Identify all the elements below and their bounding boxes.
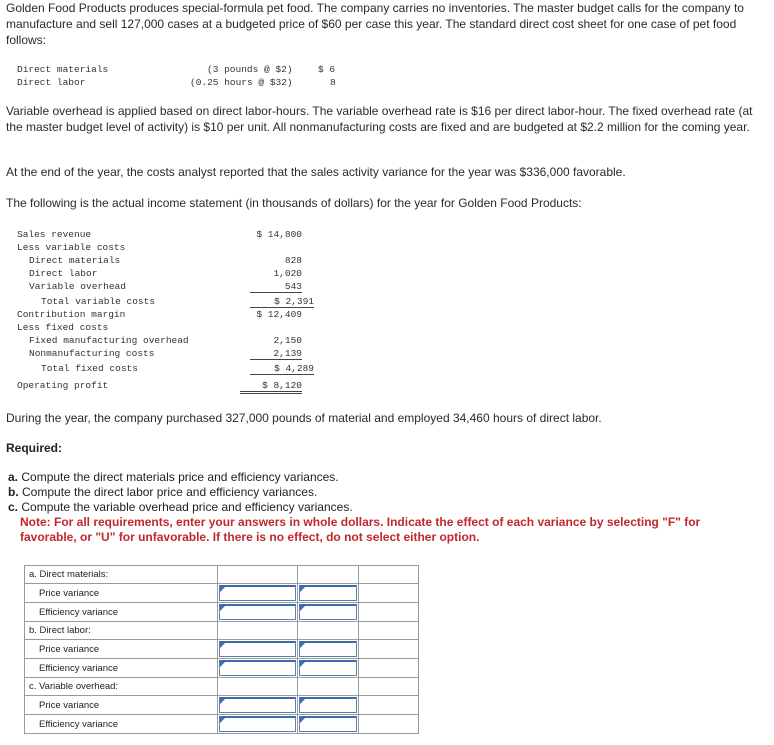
empty-cell	[359, 696, 419, 715]
dl-price-variance-cell	[218, 640, 298, 659]
vo-efficiency-variance-fu-cell	[298, 715, 359, 734]
fmo-label: Fixed manufacturing overhead	[29, 335, 189, 346]
fmo-value: 2,150	[273, 335, 302, 346]
dl-price-variance-input[interactable]	[219, 641, 296, 657]
empty-cell	[218, 622, 298, 640]
variable-overhead-header: c. Variable overhead:	[25, 678, 218, 696]
op-label: Operating profit	[17, 380, 109, 391]
dl-efficiency-variance-fu-cell	[298, 659, 359, 678]
overhead-paragraph: Variable overhead is applied based on direct labor-hours. The variable overhead rate is $16 per direct labor-hour. The fixed overhead rate (at the master budget level of activity) is $10 per unit. All nonmanufacturing costs are fixed and are budgeted at $2.2 million for the coming year.	[6, 104, 753, 134]
purchase-paragraph: During the year, the company purchased 327,000 pounds of material and employed 34,460 hours of direct labor.	[6, 411, 602, 425]
vo-efficiency-variance-fu-select[interactable]	[299, 716, 357, 732]
empty-cell	[218, 566, 298, 584]
dm-price-variance-cell	[218, 584, 298, 603]
table-row	[25, 715, 419, 734]
answer-table	[24, 565, 419, 734]
dm-efficiency-variance-fu-select[interactable]	[299, 604, 357, 620]
dl-efficiency-variance-label: Efficiency variance	[25, 659, 218, 678]
std-dm-label: Direct materials	[17, 64, 109, 75]
less-variable-label: Less variable costs	[17, 242, 126, 253]
empty-cell	[359, 566, 419, 584]
cm-value: $ 12,409	[256, 309, 302, 320]
empty-cell	[359, 622, 419, 640]
question-c	[8, 500, 353, 515]
dm-value: 828	[284, 255, 302, 266]
dm-efficiency-variance-cell	[218, 603, 298, 622]
dl-price-variance-fu-select[interactable]	[299, 641, 357, 657]
vo-value: 543	[250, 281, 302, 293]
vo-label: Variable overhead	[29, 281, 126, 292]
question-c-text: Compute the variable overhead price and efficiency variances.	[21, 500, 353, 514]
nmc-value: 2,139	[250, 348, 302, 360]
dl-efficiency-variance-input[interactable]	[219, 660, 296, 676]
dm-efficiency-variance-input[interactable]	[219, 604, 296, 620]
vo-price-variance-cell	[218, 696, 298, 715]
question-a-text: Compute the direct materials price and efficiency variances.	[21, 470, 339, 484]
income-intro: The following is the actual income statement (in thousands of dollars) for the year for Golden Food Products:	[6, 196, 582, 210]
dl-efficiency-variance-fu-select[interactable]	[299, 660, 357, 676]
instruction-note: Note: For all requirements, enter your answers in whole dollars. Indicate the effect of each variance by selecting "F" for favorable, or "U" for unfavorable. If there is no effect, do not select either option.	[20, 515, 701, 544]
dm-efficiency-variance-label: Efficiency variance	[25, 603, 218, 622]
empty-cell	[359, 678, 419, 696]
empty-cell	[359, 640, 419, 659]
std-dm-detail: (3 pounds @ $2)	[207, 64, 293, 75]
op-value: $ 8,120	[240, 380, 302, 394]
empty-cell	[298, 566, 359, 584]
vo-efficiency-variance-label: Efficiency variance	[25, 715, 218, 734]
intro-paragraph: Golden Food Products produces special-formula pet food. The company carries no inventories. The master budget calls for the company to manufacture and sell 127,000 cases at a budgeted price of $60 per case this year. The standard direct cost sheet for one case of pet food follows:	[6, 1, 744, 47]
dl-efficiency-variance-cell	[218, 659, 298, 678]
sales-label: Sales revenue	[17, 229, 92, 240]
required-heading: Required:	[6, 441, 63, 455]
question-b-text: Compute the direct labor price and efficiency variances.	[22, 485, 318, 499]
direct-labor-header: b. Direct labor:	[25, 622, 218, 640]
question-a	[8, 470, 339, 485]
less-fixed-label: Less fixed costs	[17, 322, 109, 333]
empty-cell	[298, 678, 359, 696]
variance-paragraph: At the end of the year, the costs analyst reported that the sales activity variance for the year was $336,000 favorable.	[6, 165, 626, 179]
empty-cell	[298, 622, 359, 640]
tvc-label: Total variable costs	[41, 296, 156, 307]
dm-efficiency-variance-fu-cell	[298, 603, 359, 622]
tfc-label: Total fixed costs	[41, 363, 138, 374]
table-row	[25, 566, 419, 584]
dl-price-variance-label: Price variance	[25, 640, 218, 659]
std-dl-amount: 8	[330, 77, 336, 88]
dl-value: 1,020	[273, 268, 302, 279]
table-row	[25, 584, 419, 603]
vo-efficiency-variance-input[interactable]	[219, 716, 296, 732]
table-row	[25, 696, 419, 715]
empty-cell	[359, 715, 419, 734]
empty-cell	[359, 659, 419, 678]
dl-price-variance-fu-cell	[298, 640, 359, 659]
vo-price-variance-fu-cell	[298, 696, 359, 715]
cm-label: Contribution margin	[17, 309, 126, 320]
dm-price-variance-fu-cell	[298, 584, 359, 603]
nmc-label: Nonmanufacturing costs	[29, 348, 155, 359]
vo-price-variance-fu-select[interactable]	[299, 697, 357, 713]
table-row	[25, 640, 419, 659]
dm-price-variance-label: Price variance	[25, 584, 218, 603]
table-row	[25, 678, 419, 696]
sales-value: $ 14,800	[256, 229, 302, 240]
std-dm-amount: $ 6	[318, 64, 336, 75]
empty-cell	[359, 584, 419, 603]
table-row	[25, 622, 419, 640]
std-dl-detail: (0.25 hours @ $32)	[190, 77, 293, 88]
vo-price-variance-label: Price variance	[25, 696, 218, 715]
empty-cell	[359, 603, 419, 622]
table-row	[25, 659, 419, 678]
direct-materials-header: a. Direct materials:	[25, 566, 218, 584]
question-a-letter: a.	[8, 470, 19, 484]
dm-price-variance-fu-select[interactable]	[299, 585, 357, 601]
vo-efficiency-variance-cell	[218, 715, 298, 734]
question-b	[8, 485, 317, 500]
question-c-letter: c.	[8, 500, 19, 514]
dl-label: Direct labor	[29, 268, 98, 279]
question-b-letter: b.	[8, 485, 19, 499]
vo-price-variance-input[interactable]	[219, 697, 296, 713]
std-dl-label: Direct labor	[17, 77, 86, 88]
tvc-value: $ 2,391	[250, 296, 314, 308]
empty-cell	[218, 678, 298, 696]
tfc-value: $ 4,289	[250, 363, 314, 375]
dm-price-variance-input[interactable]	[219, 585, 296, 601]
dm-label: Direct materials	[29, 255, 121, 266]
table-row	[25, 603, 419, 622]
